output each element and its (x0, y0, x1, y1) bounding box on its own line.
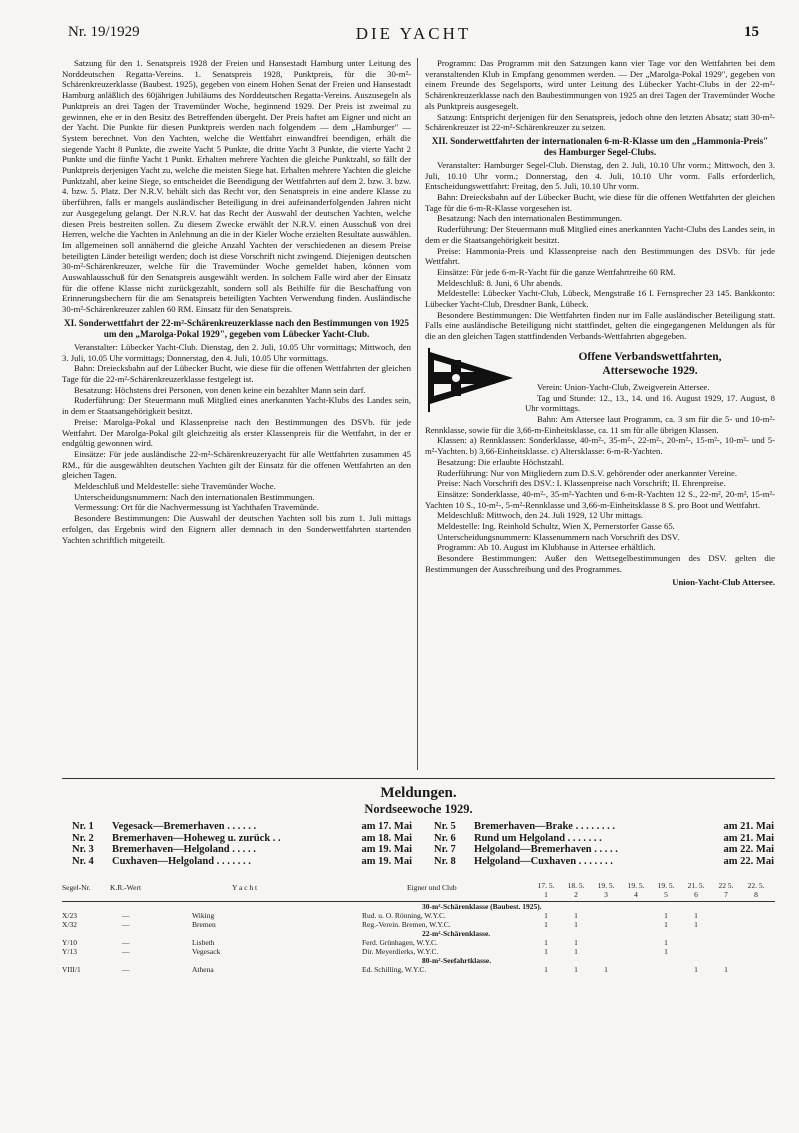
date-header (622, 881, 650, 899)
class-row (62, 956, 775, 965)
class-row (62, 902, 775, 911)
race-route: Bremerhaven—Hoheweg u. zurück . . (112, 832, 281, 844)
date-label: 22. 5. (747, 881, 765, 890)
magazine-title: DIE YACHT (355, 24, 472, 43)
paragraph: Ruderführung: Der Steuermann muß Mitglied eines anerkannten Yacht-Clubs des Landes sein, in dem er die Staatsangehörigkeit besitzt. (425, 224, 775, 245)
cell-eigner: Ferd. Grünhagen, W.Y.C. (362, 938, 438, 947)
race-date: am 21. Mai (723, 821, 774, 832)
race-item (72, 821, 412, 833)
race-index: 2 (574, 890, 578, 899)
race-route: Rund um Helgoland . . . . . . . (474, 832, 602, 844)
paragraph: Meldestelle: Lübecker Yacht-Club, Lübeck, Mengstraße 16 I. Fernsprecher 23 145. Bankkonto: Lübecker Yacht-Club, Dresdner Bank, Lübeck. (425, 288, 775, 310)
race-index: 3 (604, 890, 608, 899)
race-mark: 1 (664, 938, 668, 947)
race-marks (532, 938, 775, 947)
race-item (72, 833, 412, 845)
race-marks (532, 965, 775, 974)
race-mark: 1 (694, 920, 698, 929)
paragraph: Bahn: Dreiecksbahn auf der Lübecker Bucht, wie diese für die offenen Wettfahrten der gleichen Tage für die 22-m²-Schärenkreuzerklasse festgelegt ist. (62, 363, 411, 384)
entries-table (62, 881, 775, 974)
race-number: Nr. 2 (72, 832, 94, 844)
race-index: 7 (724, 890, 728, 899)
date-header (532, 881, 560, 899)
paragraph: Einsätze: Für jede ausländische 22-m²-Schärenkreuzeryacht für alle Wettfahrten zusammen 45 RM., für die ausgewählten deutschen Yachten gilt der Einsatz für die offenen Wettfahrten an den gleichen Tagen. (62, 448, 411, 481)
race-index: 5 (664, 890, 668, 899)
race-item (434, 844, 774, 856)
race-marks (532, 920, 775, 929)
date-label: 19. 5. (657, 881, 675, 890)
paragraph: Unterscheidungsnummern: Klassenummern nach Vorschrift des DSV. (437, 531, 680, 542)
date-header (712, 881, 740, 899)
race-route: Helgoland—Cuxhaven . . . . . . . (474, 855, 613, 867)
paragraph: Satzung für den 1. Senatspreis 1928 der Freien und Hansestadt Hamburg unter Leitung des Norddeutschen Regatta-Vereins. 1. Senatspreis 1928, Punktpreis, für die 30-m²-Schärenkreuzerklasse (Baubest. 1925), gegeben von einem Hohen Senat der Freien und Hansestadt Hamburg anläßlich des 60jährigen Jubiläums des Norddeutschen Regatta-Vereins. Auszusegeln als Punktpreis an drei Tagen der Travemünder Woche, beginnend 1929. Der Preis ist zweimal zu gewinnen, ehe er in den Besitz des Betreffenden übergeht. Der Preis haftet am Eigner und nicht an der Yacht. Die Punkte für diesen Punktpreis werden nach folgendem — dem „Hamburger" — System berechnet. Von den Yachten, welche die Wettfahrt einwandfrei beendigen, erhält die siegende Yacht 8 Punkte, die zweite Yacht 5 Punkte, die dritte Yacht 3 Punkte, die vierte Yacht 2 Punkte und die fünfte Yacht 1 Punkt. Erhalten mehrere Yachten die gleiche Punktzahl, so fällt der Punktpreis derjenigen Yacht zu, welche die meisten Siege hat. Erhalten mehrere Yachten die gleiche Punktzahl, aber keine Siege, so entscheidet die Beendigung der Wettfahrten auf dem 2. bzw. 3. bzw. 4. bzw. 5. Platz. Der N.R.V. behält sich das Recht vor, den Senatspreis in eine andere Klasse zu überführen, falls er mangels ausländischer Beteiligung in drei aufeinanderfolgenden Jahren nicht zur Ausgegelung gelangt. Der N.R.V. hat das Recht der Auswahl der deutschen Yachten, welche diesen Preis bestreiten sollen. Zu diesem Zwecke erwählt der N.R.V. einen Ausschuß von drei Herren, welche die Yachten in Anlehnung an die in der Kieler Woche erzielten Resultate auswählen. Im allgemeinen soll annähernd die gleiche Anzahl Yachten der verschiedenen an diesem Preise beteiligten Länder beteiligt werden; doch ist diese Vorschrift nicht zwingend. Diejenigen deutschen 30-m²-Schärenkreuzer, welche für die Travemünder Woche gemeldet haben, können vom Auswahlausschuß für den Senatspreis ausgewählt werden. In solchem Falle wird aber der Einsatz für die offene Klasse nicht zurückgezahlt, sondern soll als Beihilfe für die Beschaffung von Erinnerungsbechern für die am Senatspreis beteiligten Yachten Verwendung finden. Ausländische 30-m²-Schärenkreuzer zahlen 60 RM. Einsatz für den Senatspreis. (62, 58, 411, 315)
race-number: Nr. 5 (434, 821, 456, 832)
race-index: 8 (754, 890, 758, 899)
page-number: 15 (744, 24, 759, 40)
race-route: Bremerhaven—Brake . . . . . . . . (474, 821, 615, 832)
race-marks (532, 911, 775, 920)
date-label: 18. 5. (567, 881, 585, 890)
paragraph: Bahn: Am Attersee laut Programm, ca. 3 sm für die 5- und 10-m²-Rennklasse, sowie für die 3,66-m-Einheitsklasse, ca. 11 sm für alle übrigen Klassen. (425, 413, 775, 435)
table-row (62, 920, 775, 929)
race-mark: 1 (664, 911, 668, 920)
paragraph: Veranstalter: Hamburger Segel-Club. Dienstag, den 2. Juli, 10.10 Uhr vorm.; Mittwoch, den 3. Juli, 10.10 Uhr vorm.; Donnerstag, den 4. Juli, 10.10 Uhr vorm. Falls erforderlich, Entscheidungswettfahrt: Freitag, den 5. Juli, 10.10 Uhr vorm. (425, 159, 775, 192)
club-pennant-icon (425, 346, 515, 414)
cell-kr: — (122, 920, 130, 929)
date-label: 22 5. (718, 881, 734, 890)
cell-eigner: Ed. Schilling, W.Y.C. (362, 965, 427, 974)
date-headers (532, 881, 775, 901)
race-route: Vegesack—Bremerhaven . . . . . . (112, 821, 257, 832)
paragraph: Besatzung: Die erlaubte Höchstzahl. (437, 456, 564, 467)
race-index: 6 (694, 890, 698, 899)
race-date: am 19. Mai (361, 855, 412, 867)
col-yacht: Y a c h t (232, 883, 258, 892)
cell-segel: Y/10 (62, 938, 77, 947)
paragraph: Besondere Bestimmungen: Außer den Wettsegelbestimmungen des DSV. gelten die Bestimmungen der Ausschreibung und des Programmes. (425, 553, 775, 574)
race-mark: 1 (544, 965, 548, 974)
table-header (62, 881, 775, 902)
paragraph: Programm: Das Programm mit den Satzungen kann vier Tage vor den Wettfahrten bei dem veranstaltenden Klub in Empfang genommen werden. — Der „Marolga-Pokal 1929", gegeben von einem Freunde des Segelsports, wird unter Leitung des Lübecker Yacht-Clubs in der 22-m²-Schärenkreuzerklasse nach den Baubestimmungen von 1925 an drei Tagen der Travemünder Woche als Punktpreis ausgesegelt. (425, 58, 775, 111)
race-item (72, 844, 412, 856)
race-item (72, 856, 412, 868)
paragraph: Besondere Bestimmungen: Die Auswahl der deutschen Yachten soll bis zum 1. Juli mittags erfolgen, das Ergebnis wird den Eignern aller demnach in den Sonderwettfahrten startenden Yachten schriftlich mitgeteilt. (62, 513, 411, 545)
col-segel: Segel-Nr. (62, 883, 91, 892)
paragraph: Preise: Marolga-Pokal und Klassenpreise nach den Bestimmungen des DSVb. für jede Wettfahrt. Der Marolga-Pokal gilt gleichzeitig als erster Klassenpreis für die Wettfahrt, in der er endgültig gewonnen wird. (62, 416, 411, 449)
paragraph: Klassen: a) Rennklassen: Sonderklasse, 40-m²-, 35-m²-, 22-m²-, 20-m²-, 15-m²-, 10-m²- und 5-m²-Yachten. b) 3,66-Einheitsklasse. c) Altersklasse: 6-m-R-Yachten. (425, 435, 775, 457)
race-date: am 17. Mai (361, 821, 412, 832)
table-row (62, 947, 775, 956)
table-row (62, 911, 775, 920)
paragraph: Ruderführung: Nur von Mitgliedern zum D.S.V. gehörender oder anerkannter Vereine. (437, 467, 738, 478)
left-column (62, 58, 411, 770)
race-mark: 1 (664, 920, 668, 929)
paragraph: Einsätze: Sonderklasse, 40-m²-, 35-m²-Yachten und 6-m-R-Yachten 12 S., 22-m², 20-m², 15-m²-Yachten 10 S., 10-m²-, 5-m²-Rennklasse und 3,66-m-Einheitsklasse 8 S. pro Boot und Wettfahrt. (425, 488, 775, 510)
cell-yacht: Bremen (192, 920, 216, 929)
paragraph: Verein: Union-Yacht-Club, Zweigverein Attersee. (537, 381, 710, 392)
date-header (682, 881, 710, 899)
column-divider (417, 58, 418, 770)
cell-yacht: Lisbeth (192, 938, 215, 947)
paragraph: Satzung: Entspricht derjenigen für den Senatspreis, jedoch ohne den letzten Absatz; statt 30-m²-Schärenkreuzer ist 22-m²-Schärenkreuzer zu setzen. (425, 111, 775, 133)
issue-number: Nr. 19/1929 (68, 24, 140, 40)
cell-eigner: Dir. Meyerdierks, W.Y.C. (362, 947, 439, 956)
cell-eigner: Rud. u. O. Rönning, W.Y.C. (362, 911, 446, 920)
race-mark: 1 (544, 947, 548, 956)
class-row (62, 929, 775, 938)
race-mark: 1 (724, 965, 728, 974)
paragraph: Meldestelle: Ing. Reinhold Schultz, Wien X, Pernerstorfer Gasse 65. (437, 521, 675, 532)
paragraph: Besondere Bestimmungen: Die Wettfahrten finden nur im Falle ausländischer Beteiligung statt. Falls eine ausländische Beteiligung nicht stattfindet, gelten die eingegangenen Meldungen als für die an den gleichen Tagen stattfindenden Verbands-Wettfahrten abgegeben. (425, 309, 775, 342)
cell-segel: X/32 (62, 920, 77, 929)
cell-kr: — (122, 938, 130, 947)
race-route: Helgoland—Bremerhaven . . . . . (474, 844, 618, 855)
cell-kr: — (122, 947, 130, 956)
race-mark: 1 (694, 911, 698, 920)
race-date: am 18. Mai (361, 832, 412, 844)
race-route: Bremerhaven—Helgoland . . . . . (112, 844, 256, 855)
class-label: 22-m²-Schärenklasse. (422, 929, 491, 938)
class-label: 80-m²-Seefahrtklasse. (422, 956, 492, 965)
paragraph: Einsätze: Für jede 6-m-R-Yacht für die ganze Wettfahrtreihe 60 RM. (437, 266, 676, 277)
race-date: am 21. Mai (723, 832, 774, 844)
col-eigner: Eigner und Club (407, 883, 457, 892)
cell-eigner: Reg.-Verein. Bremen, W.Y.C. (362, 920, 451, 929)
date-label: 19. 5. (597, 881, 615, 890)
date-header (592, 881, 620, 899)
race-date: am 19. Mai (361, 844, 412, 855)
race-number: Nr. 4 (72, 855, 94, 867)
right-column (425, 58, 775, 770)
date-label: 17. 5. (537, 881, 555, 890)
paragraph: Meldeschluß: 8. Juni, 6 Uhr abends. (437, 277, 563, 288)
race-list-left (72, 821, 412, 867)
race-marks (532, 947, 775, 956)
race-mark: 1 (574, 938, 578, 947)
section-heading: XII. Sonderwettfahrten der internationalen 6-m-R-Klasse um den „Hammonia-Preis" des Hamburger Segel-Clubs. (431, 135, 769, 157)
paragraph: Unterscheidungsnummern: Nach den internationalen Bestimmungen. (74, 491, 315, 502)
paragraph: Besatzung: Höchstens drei Personen, von denen keine ein bezahlter Mann sein darf. (74, 384, 366, 395)
paragraph: Bahn: Dreiecksbahn auf der Lübecker Bucht, wie diese für die offenen Wettfahrten der gleichen Tage für die 6-m-R-Klasse vorgesehen ist. (425, 192, 775, 213)
cell-yacht: Athena (192, 965, 214, 974)
race-date: am 22. Mai (723, 844, 774, 855)
meldungen-subtitle: Nordseewoche 1929. (364, 802, 473, 816)
date-header (652, 881, 680, 899)
race-mark: 1 (544, 920, 548, 929)
race-item (434, 821, 774, 833)
date-label: 19. 5. (627, 881, 645, 890)
race-mark: 1 (574, 920, 578, 929)
cell-kr: — (122, 911, 130, 920)
cell-kr: — (122, 965, 130, 974)
race-mark: 1 (544, 911, 548, 920)
race-mark: 1 (574, 947, 578, 956)
table-row (62, 938, 775, 947)
date-header (742, 881, 770, 899)
cell-segel: VIII/1 (62, 965, 81, 974)
date-header (562, 881, 590, 899)
cell-yacht: Wiking (192, 911, 215, 920)
paragraph: Vermessung: Ort für die Nachvermessung ist Yachthafen Travemünde. (74, 502, 319, 513)
table-body (62, 902, 775, 974)
paragraph: Tag und Stunde: 12., 13., 14. und 16. August 1929, 17. August, 8 Uhr vormittags. (525, 392, 775, 414)
race-item (434, 856, 774, 868)
race-number: Nr. 3 (72, 844, 94, 855)
attersee-heading: Offene Verbandswettfahrten, Attersewoche 1929. (578, 350, 722, 377)
meldungen-title: Meldungen. (380, 785, 457, 801)
paragraph: Meldeschluß und Meldestelle: siehe Travemünder Woche. (74, 481, 276, 492)
col-kr: K.R.-Wert (110, 883, 142, 892)
race-mark: 1 (574, 911, 578, 920)
race-mark: 1 (604, 965, 608, 974)
race-mark: 1 (574, 965, 578, 974)
signature: Union-Yacht-Club Attersee. (672, 576, 775, 587)
paragraph: Programm: Ab 10. August im Klubhause in Attersee erhältlich. (437, 542, 656, 553)
race-number: Nr. 6 (434, 832, 456, 844)
cell-yacht: Vegesack (192, 947, 221, 956)
race-number: Nr. 8 (434, 855, 456, 867)
race-mark: 1 (694, 965, 698, 974)
race-list (62, 821, 775, 877)
paragraph: Besatzung: Nach den internationalen Bestimmungen. (437, 213, 623, 224)
divider (62, 778, 775, 779)
race-item (434, 833, 774, 845)
class-label: 30-m²-Schärenklasse (Baubest. 1925). (422, 902, 542, 911)
race-mark: 1 (664, 947, 668, 956)
race-route: Cuxhaven—Helgoland . . . . . . . (112, 855, 251, 867)
section-heading: XI. Sonderwettfahrt der 22-m²-Schärenkreuzerklasse nach den Bestimmungen von 1925 um den „Marolga-Pokal 1929", gegeben vom Lübecker Yacht-Club. (64, 317, 409, 339)
race-date: am 22. Mai (723, 855, 774, 867)
race-number: Nr. 1 (72, 821, 94, 832)
paragraph: Ruderführung: Der Steuermann muß Mitglied eines anerkannten Yacht-Klubs des Landes sein, in dem er Staatsangehörigkeit besitzt. (62, 395, 411, 417)
paragraph: Preise: Nach Vorschrift des DSV.: I. Klassenpreise nach Vorschrift; II. Ehrenpreise. (437, 478, 726, 489)
table-row (62, 965, 775, 974)
paragraph: Veranstalter: Lübecker Yacht-Club. Dienstag, den 2. Juli, 10.05 Uhr vormittags; Mittwoch, den 3. Juli, 10.05 Uhr vormittags; Donnerstag, den 4. Juli, 10.05 Uhr vormittags. (62, 341, 411, 363)
cell-segel: Y/13 (62, 947, 77, 956)
paragraph: Meldeschluß: Mittwoch, den 24. Juli 1929, 12 Uhr mittags. (437, 510, 644, 521)
meldungen-section (62, 778, 775, 1078)
cell-segel: X/23 (62, 911, 77, 920)
paragraph: Preise: Hammonia-Preis und Klassenpreise nach den Bestimmungen des DSVb. für jede Wettfahrt. (425, 245, 775, 267)
race-number: Nr. 7 (434, 844, 456, 855)
race-index: 1 (544, 890, 548, 899)
race-list-right (434, 821, 774, 867)
date-label: 21. 5. (687, 881, 705, 890)
page-header (68, 24, 759, 48)
race-index: 4 (634, 890, 638, 899)
race-mark: 1 (544, 938, 548, 947)
